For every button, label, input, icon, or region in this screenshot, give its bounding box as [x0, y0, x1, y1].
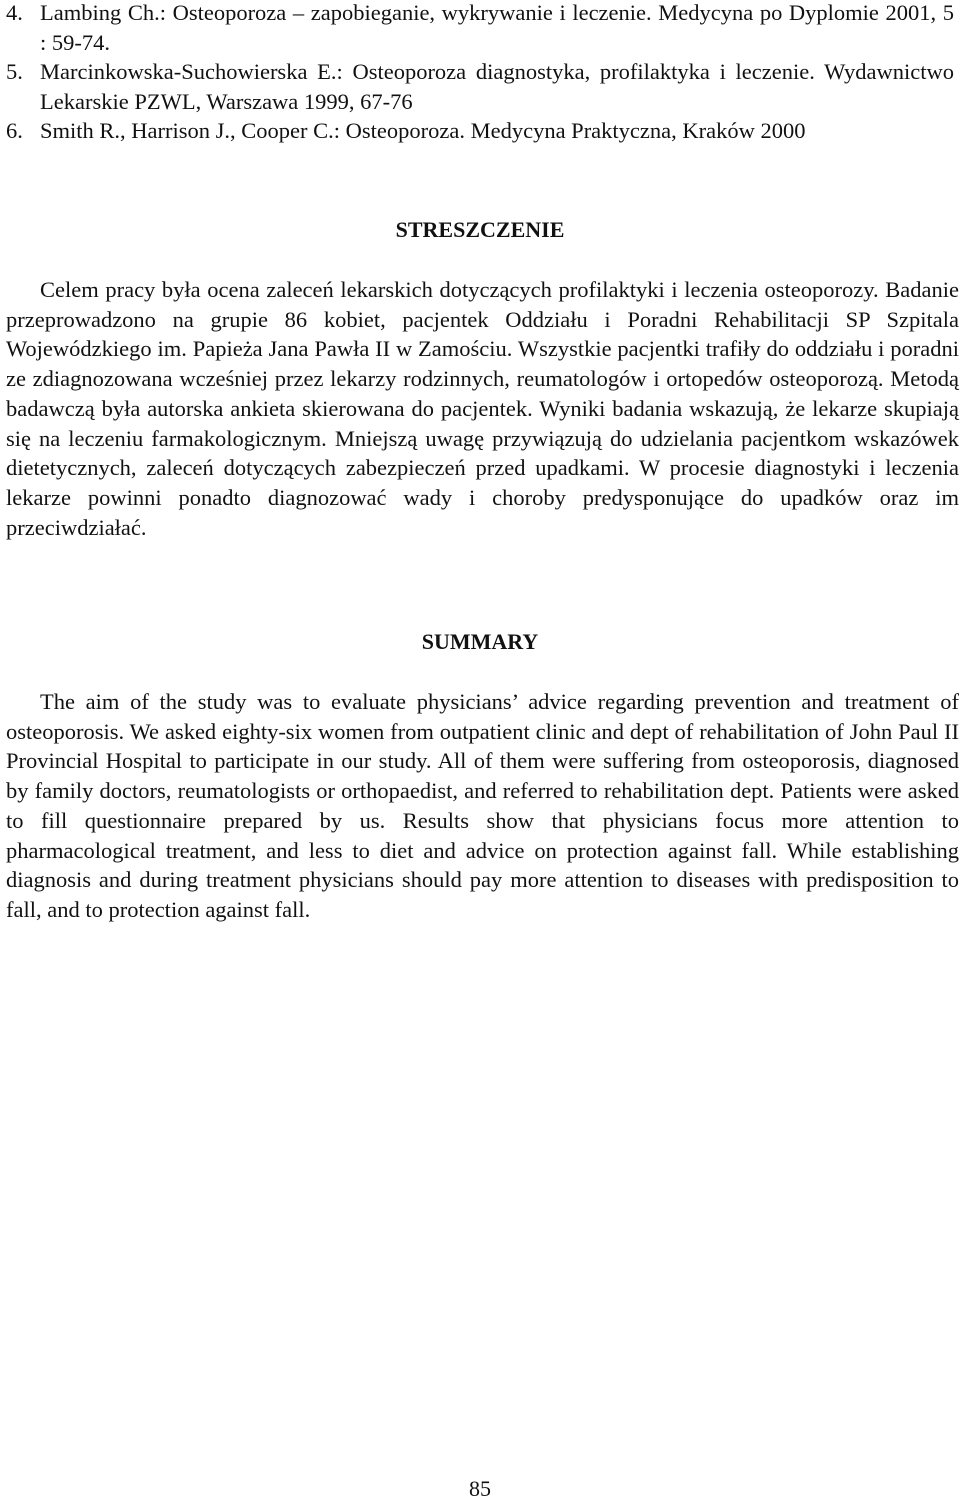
- reference-text: Smith R., Harrison J., Cooper C.: Osteoporoza. Medycyna Praktyczna, Kraków 2000: [40, 118, 806, 143]
- summary-heading: SUMMARY: [421, 629, 539, 654]
- reference-number: 4.: [6, 0, 23, 25]
- reference-number: 5.: [6, 59, 23, 84]
- reference-item: [6, 57, 954, 116]
- reference-item: [6, 116, 954, 146]
- summary-body: The aim of the study was to evaluate physicians’ advice regarding prevention and treatment of osteoporosis. We asked eighty-six women from outpatient clinic and dept of rehabilitation of John Paul II Provincial Hospital to participate in our study. All of them were suffering from osteoporosis, diagnosed by family doctors, reumatologists or orthopaedist, and referred to rehabilitation dept. Patients were asked to fill questionnaire prepared by us. Results show that physicians focus more attention to pharmacological treatment, and less to diet and advice on protection against fall. While establishing diagnosis and during treatment physicians should pay more attention to diseases with predisposition to fall, and to protection against fall.: [6, 689, 959, 922]
- reference-text: Lambing Ch.: Osteoporoza – zapobieganie, wykrywanie i leczenie. Medycyna po Dyplomie 2001, 5 : 59-74.: [40, 0, 954, 55]
- reference-text: Marcinkowska-Suchowierska E.: Osteoporoza diagnostyka, profilaktyka i leczenie. Wydawnictwo Lekarskie PZWL, Warszawa 1999, 67-76: [40, 59, 954, 114]
- reference-list: [6, 0, 954, 146]
- streszczenie-body: Celem pracy była ocena zaleceń lekarskich dotyczących profilaktyki i leczenia osteoporozy. Badanie przeprowadzono na grupie 86 kobiet, pacjentek Oddziału i Poradni Rehabilitacji SP Szpitala Wojewódzkiego im. Papieża Jana Pawła II w Zamościu. Wszystkie pacjentki trafiły do oddziału i poradni ze zdiagnozowana wcześniej przez lekarzy rodzinnych, reumatologów i ortopedów osteoporozą. Metodą badawczą była autorska ankieta skierowana do pacjentek. Wyniki badania wskazują, że lekarze skupiają się na leczeniu farmakologicznym. Mniejszą uwagę przywiązują do udzielania pacjentkom wskazówek dietetycznych, zaleceń dotyczących zabezpieczeń przed upadkami. W procesie diagnostyki i leczenia lekarze powinni ponadto diagnozować wady i choroby predysponujące do upadków oraz im przeciwdziałać.: [6, 277, 959, 540]
- reference-number: 6.: [6, 118, 23, 143]
- page-number: 85: [469, 1476, 491, 1501]
- streszczenie-heading: STRESZCZENIE: [395, 217, 565, 242]
- reference-item: [6, 0, 954, 57]
